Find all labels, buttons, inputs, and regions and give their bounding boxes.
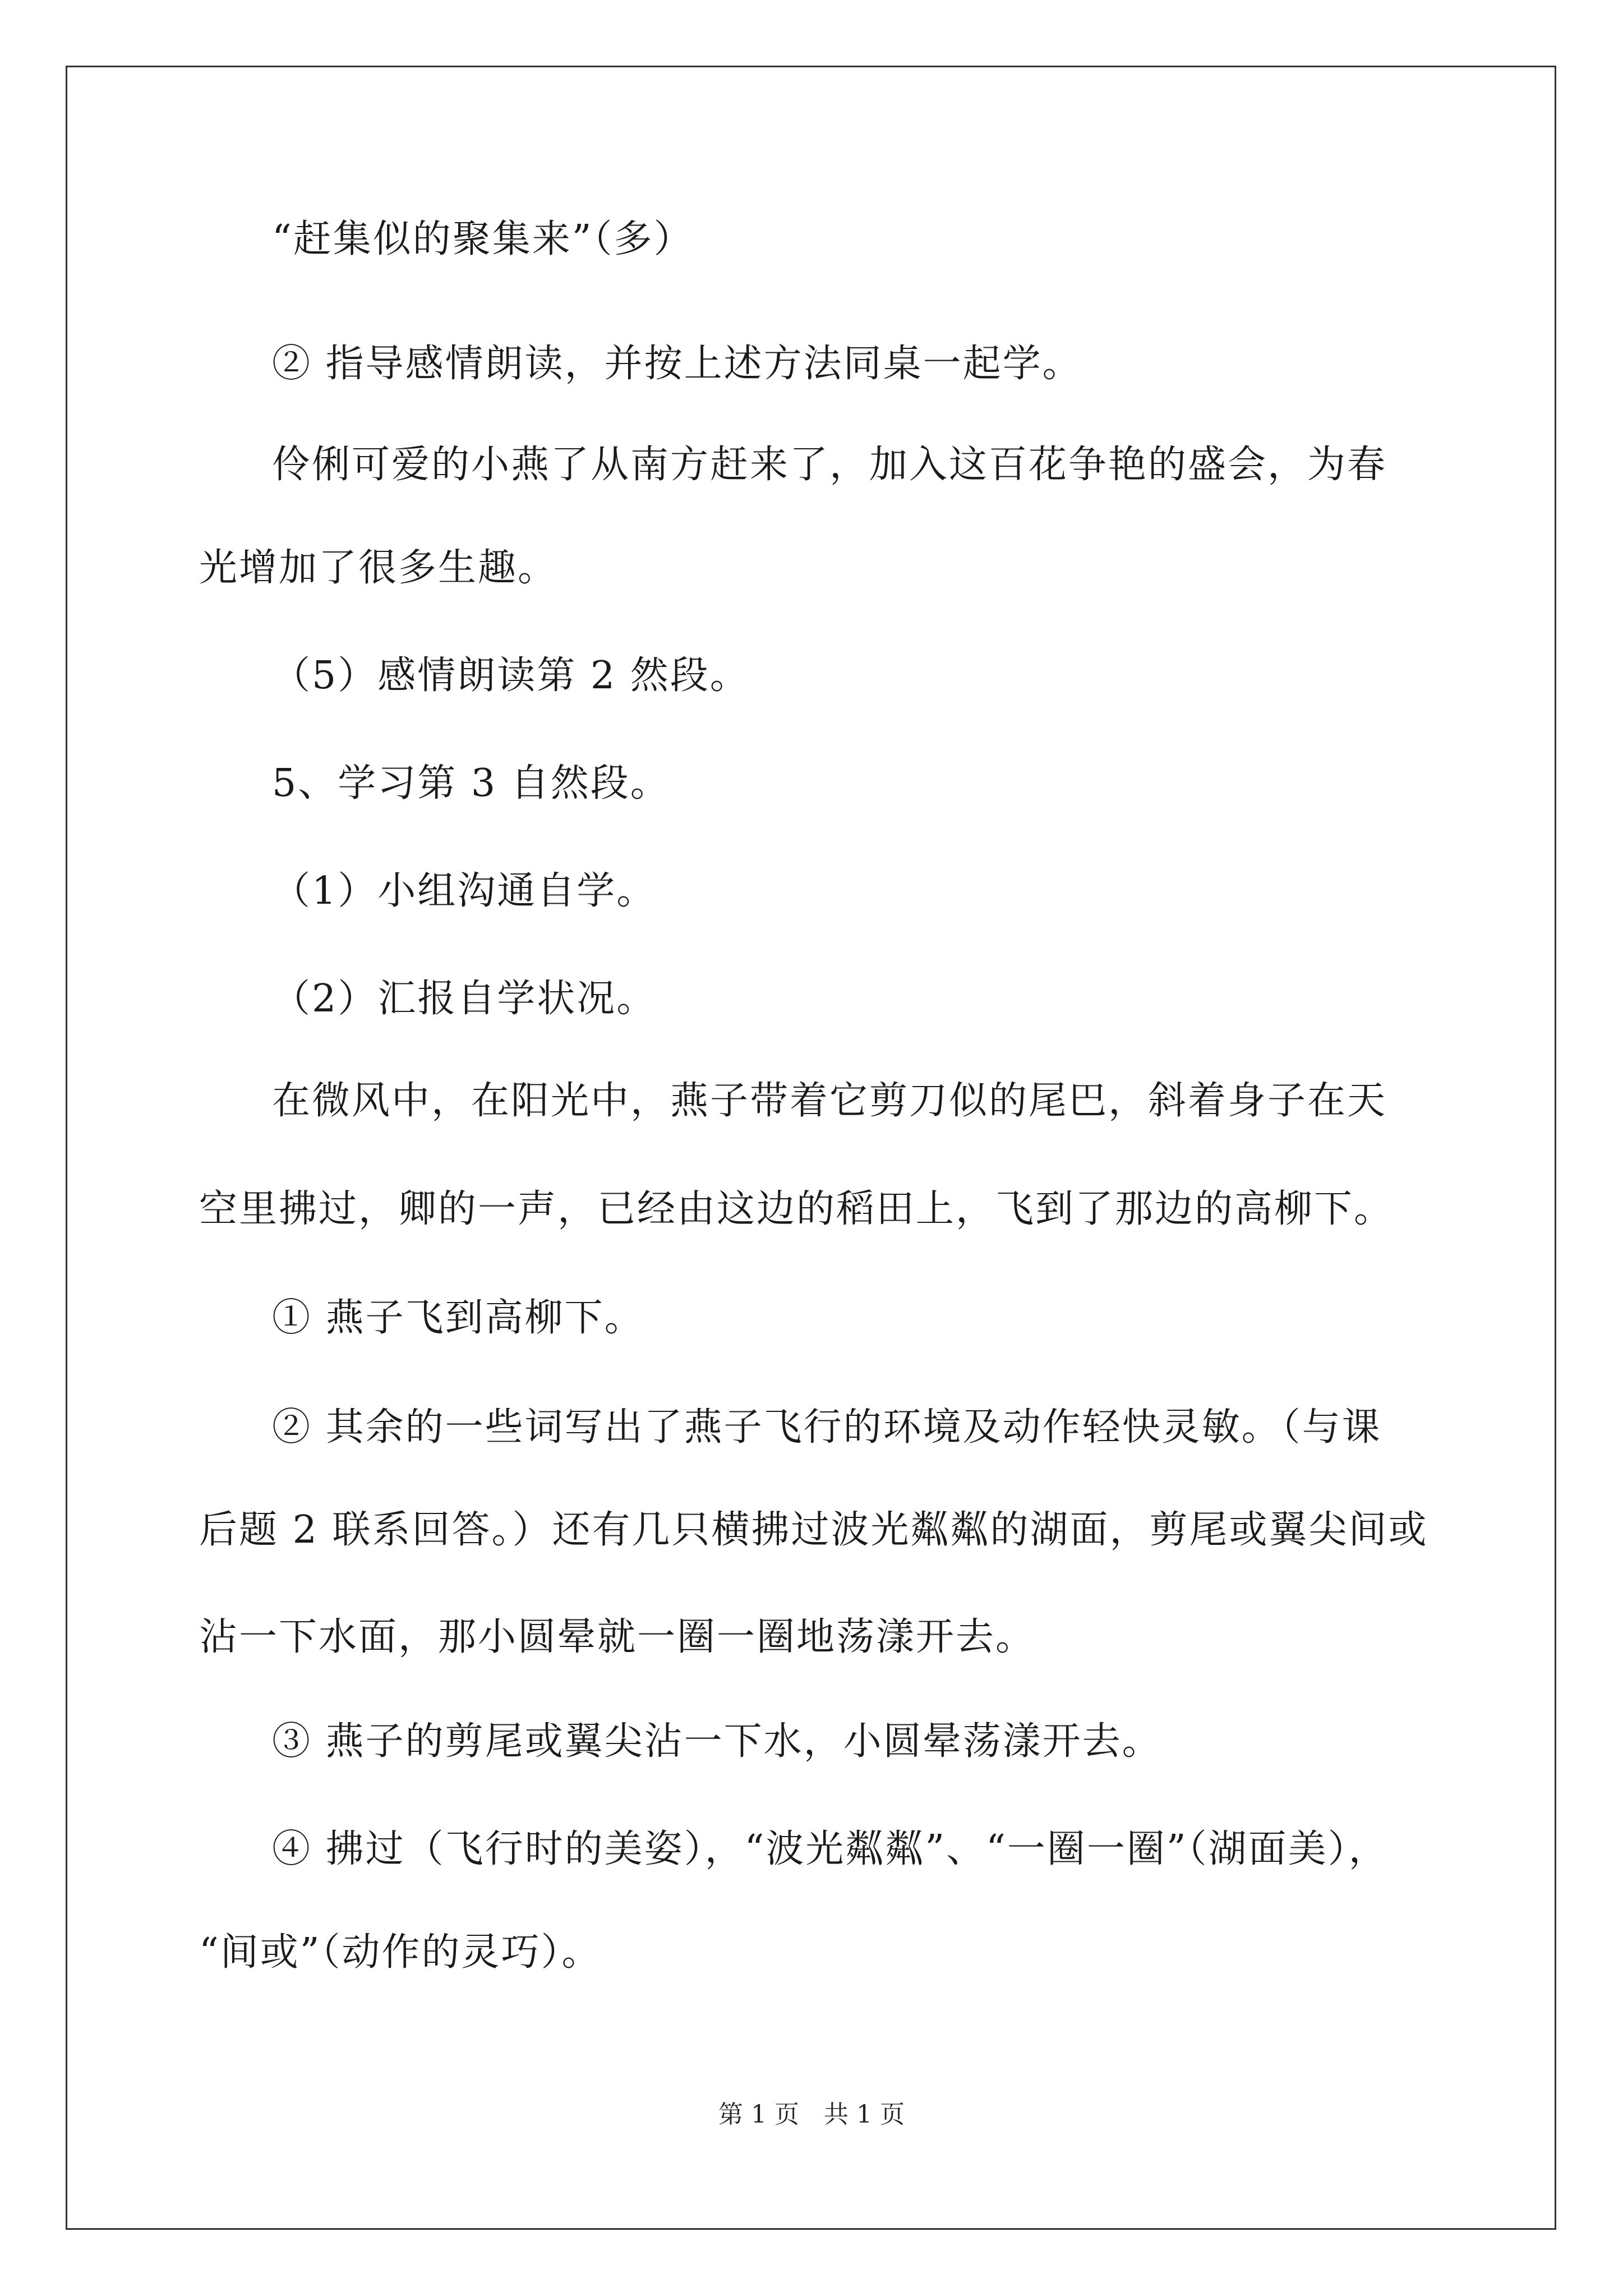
text-line-17: “间或”（动作的灵巧）。 [199,1930,602,1975]
text-line-11: ① 燕子飞到高柳下。 [272,1296,644,1340]
text-line-8: （2）汇报自学状况。 [272,977,657,1021]
text-line-7: （1）小组沟通自学。 [272,869,657,913]
text-line-5: （5）感情朗读第 2 然段。 [272,654,750,698]
text-line-16: ④ 拂过（飞行时的美姿），“波光粼粼”、“一圈一圈”（湖面美）， [272,1827,1389,1871]
text-line-3: 伶俐可爱的小燕了从南方赶来了，加入这百花争艳的盛会，为春 [272,443,1387,487]
text-line-9: 在微风中，在阳光中，燕子带着它剪刀似的尾巴，斜着身子在天 [272,1079,1387,1123]
text-line-14: 沾一下水面，那小圆晕就一圈一圈地荡漾开去。 [199,1615,1036,1659]
text-line-13: 后题 2 联系回答。）还有几只横拂过波光粼粼的湖面，剪尾或翼尖间或 [199,1508,1428,1552]
page-number-footer: 第 1 页 共 1 页 [718,2100,905,2129]
text-line-2: ② 指导感情朗读，并按上述方法同桌一起学。 [272,342,1082,386]
page-border [66,66,1556,2230]
text-line-12: ② 其余的一些词写出了燕子飞行的环境及动作轻快灵敏。（与课 [272,1405,1382,1450]
text-line-15: ③ 燕子的剪尾或翼尖沾一下水，小圆晕荡漾开去。 [272,1719,1162,1764]
text-line-1: “赶集似的聚集来”（多） [272,217,694,261]
text-line-4: 光增加了很多生趣。 [199,546,558,590]
text-line-6: 5、学习第 3 自然段。 [272,761,670,806]
text-line-10: 空里拂过，卿的一声，已经由这边的稻田上，飞到了那边的高柳下。 [199,1187,1394,1231]
